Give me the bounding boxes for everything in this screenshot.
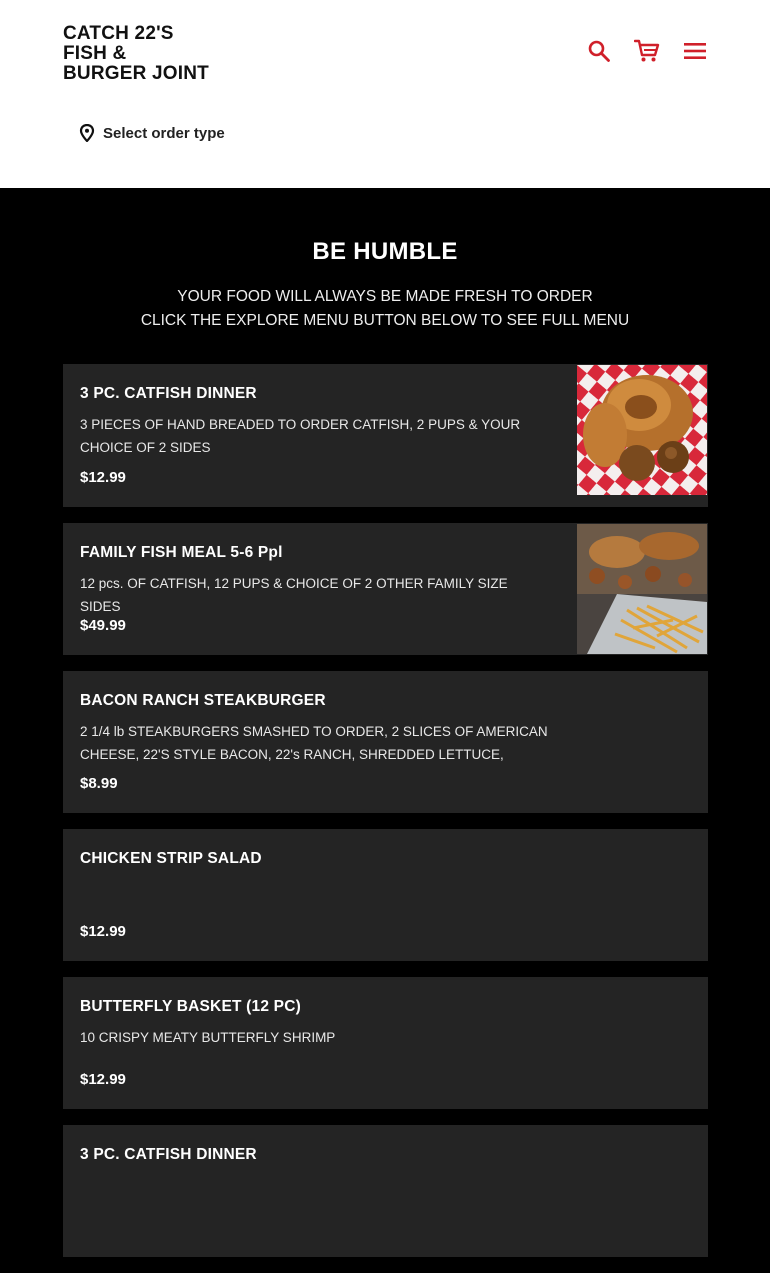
- header-actions: [586, 38, 708, 64]
- order-type-label: Select order type: [103, 124, 225, 142]
- menu-item-card[interactable]: [63, 977, 708, 1109]
- hero-title: BE HUMBLE: [312, 238, 458, 265]
- menu-item-price: $49.99: [80, 617, 126, 634]
- menu-button[interactable]: [682, 38, 708, 64]
- cart-button[interactable]: [634, 38, 660, 64]
- hero-subtitle: [0, 285, 770, 333]
- menu-item-description: 2 1/4 lb STEAKBURGERS SMASHED TO ORDER, 2 SLICES OF AMERICAN CHEESE, 22'S STYLE BACON, 22's RANCH, SHREDDED LETTUCE,: [80, 724, 548, 762]
- brand-logo[interactable]: [63, 24, 209, 84]
- search-button[interactable]: [586, 38, 612, 64]
- hero-line-1: YOUR FOOD WILL ALWAYS BE MADE FRESH TO ORDER: [177, 288, 593, 305]
- hero-line-2: CLICK THE EXPLORE MENU BUTTON BELOW TO SEE FULL MENU: [140, 312, 630, 329]
- menu-item-name: 3 PC. CATFISH DINNER: [80, 385, 257, 402]
- menu-item-photo-catfish: [577, 365, 707, 495]
- hamburger-menu-icon: [683, 41, 707, 61]
- menu-item-price: $12.99: [80, 923, 126, 940]
- location-pin-icon: [79, 124, 95, 142]
- menu-item-name: CHICKEN STRIP SALAD: [80, 850, 262, 867]
- menu-item-card[interactable]: [63, 829, 708, 961]
- menu-item-name: BACON RANCH STEAKBURGER: [80, 692, 326, 709]
- select-order-type-button[interactable]: [79, 124, 225, 142]
- menu-item-price: $12.99: [80, 469, 126, 486]
- site-header: [0, 0, 770, 188]
- menu-item-name: 3 PC. CATFISH DINNER: [80, 1146, 257, 1163]
- menu-item-description: 10 CRISPY MEATY BUTTERFLY SHRIMP: [80, 1030, 336, 1045]
- menu-item-card[interactable]: [63, 523, 708, 655]
- menu-item-photo-family-meal: [577, 524, 707, 654]
- menu-item-price: $8.99: [80, 775, 118, 792]
- cart-icon: [634, 39, 660, 63]
- brand-line-3: BURGER JOINT: [63, 63, 209, 84]
- brand-line-2: FISH &: [63, 43, 127, 64]
- menu-item-card[interactable]: [63, 364, 708, 507]
- menu-item-description: 3 PIECES OF HAND BREADED TO ORDER CATFISH, 2 PUPS & YOUR CHOICE OF 2 SIDES: [80, 417, 521, 455]
- menu-item-list: [63, 364, 708, 1273]
- menu-item-name: FAMILY FISH MEAL 5-6 Ppl: [80, 544, 283, 561]
- search-icon: [587, 39, 611, 63]
- menu-item-card[interactable]: [63, 1125, 708, 1257]
- menu-item-price: $12.99: [80, 1071, 126, 1088]
- menu-item-description: 12 pcs. OF CATFISH, 12 PUPS & CHOICE OF 2 OTHER FAMILY SIZE SIDES: [80, 576, 508, 614]
- menu-item-name: BUTTERFLY BASKET (12 PC): [80, 998, 301, 1015]
- brand-line-1: CATCH 22'S: [63, 23, 174, 44]
- menu-item-card[interactable]: [63, 671, 708, 813]
